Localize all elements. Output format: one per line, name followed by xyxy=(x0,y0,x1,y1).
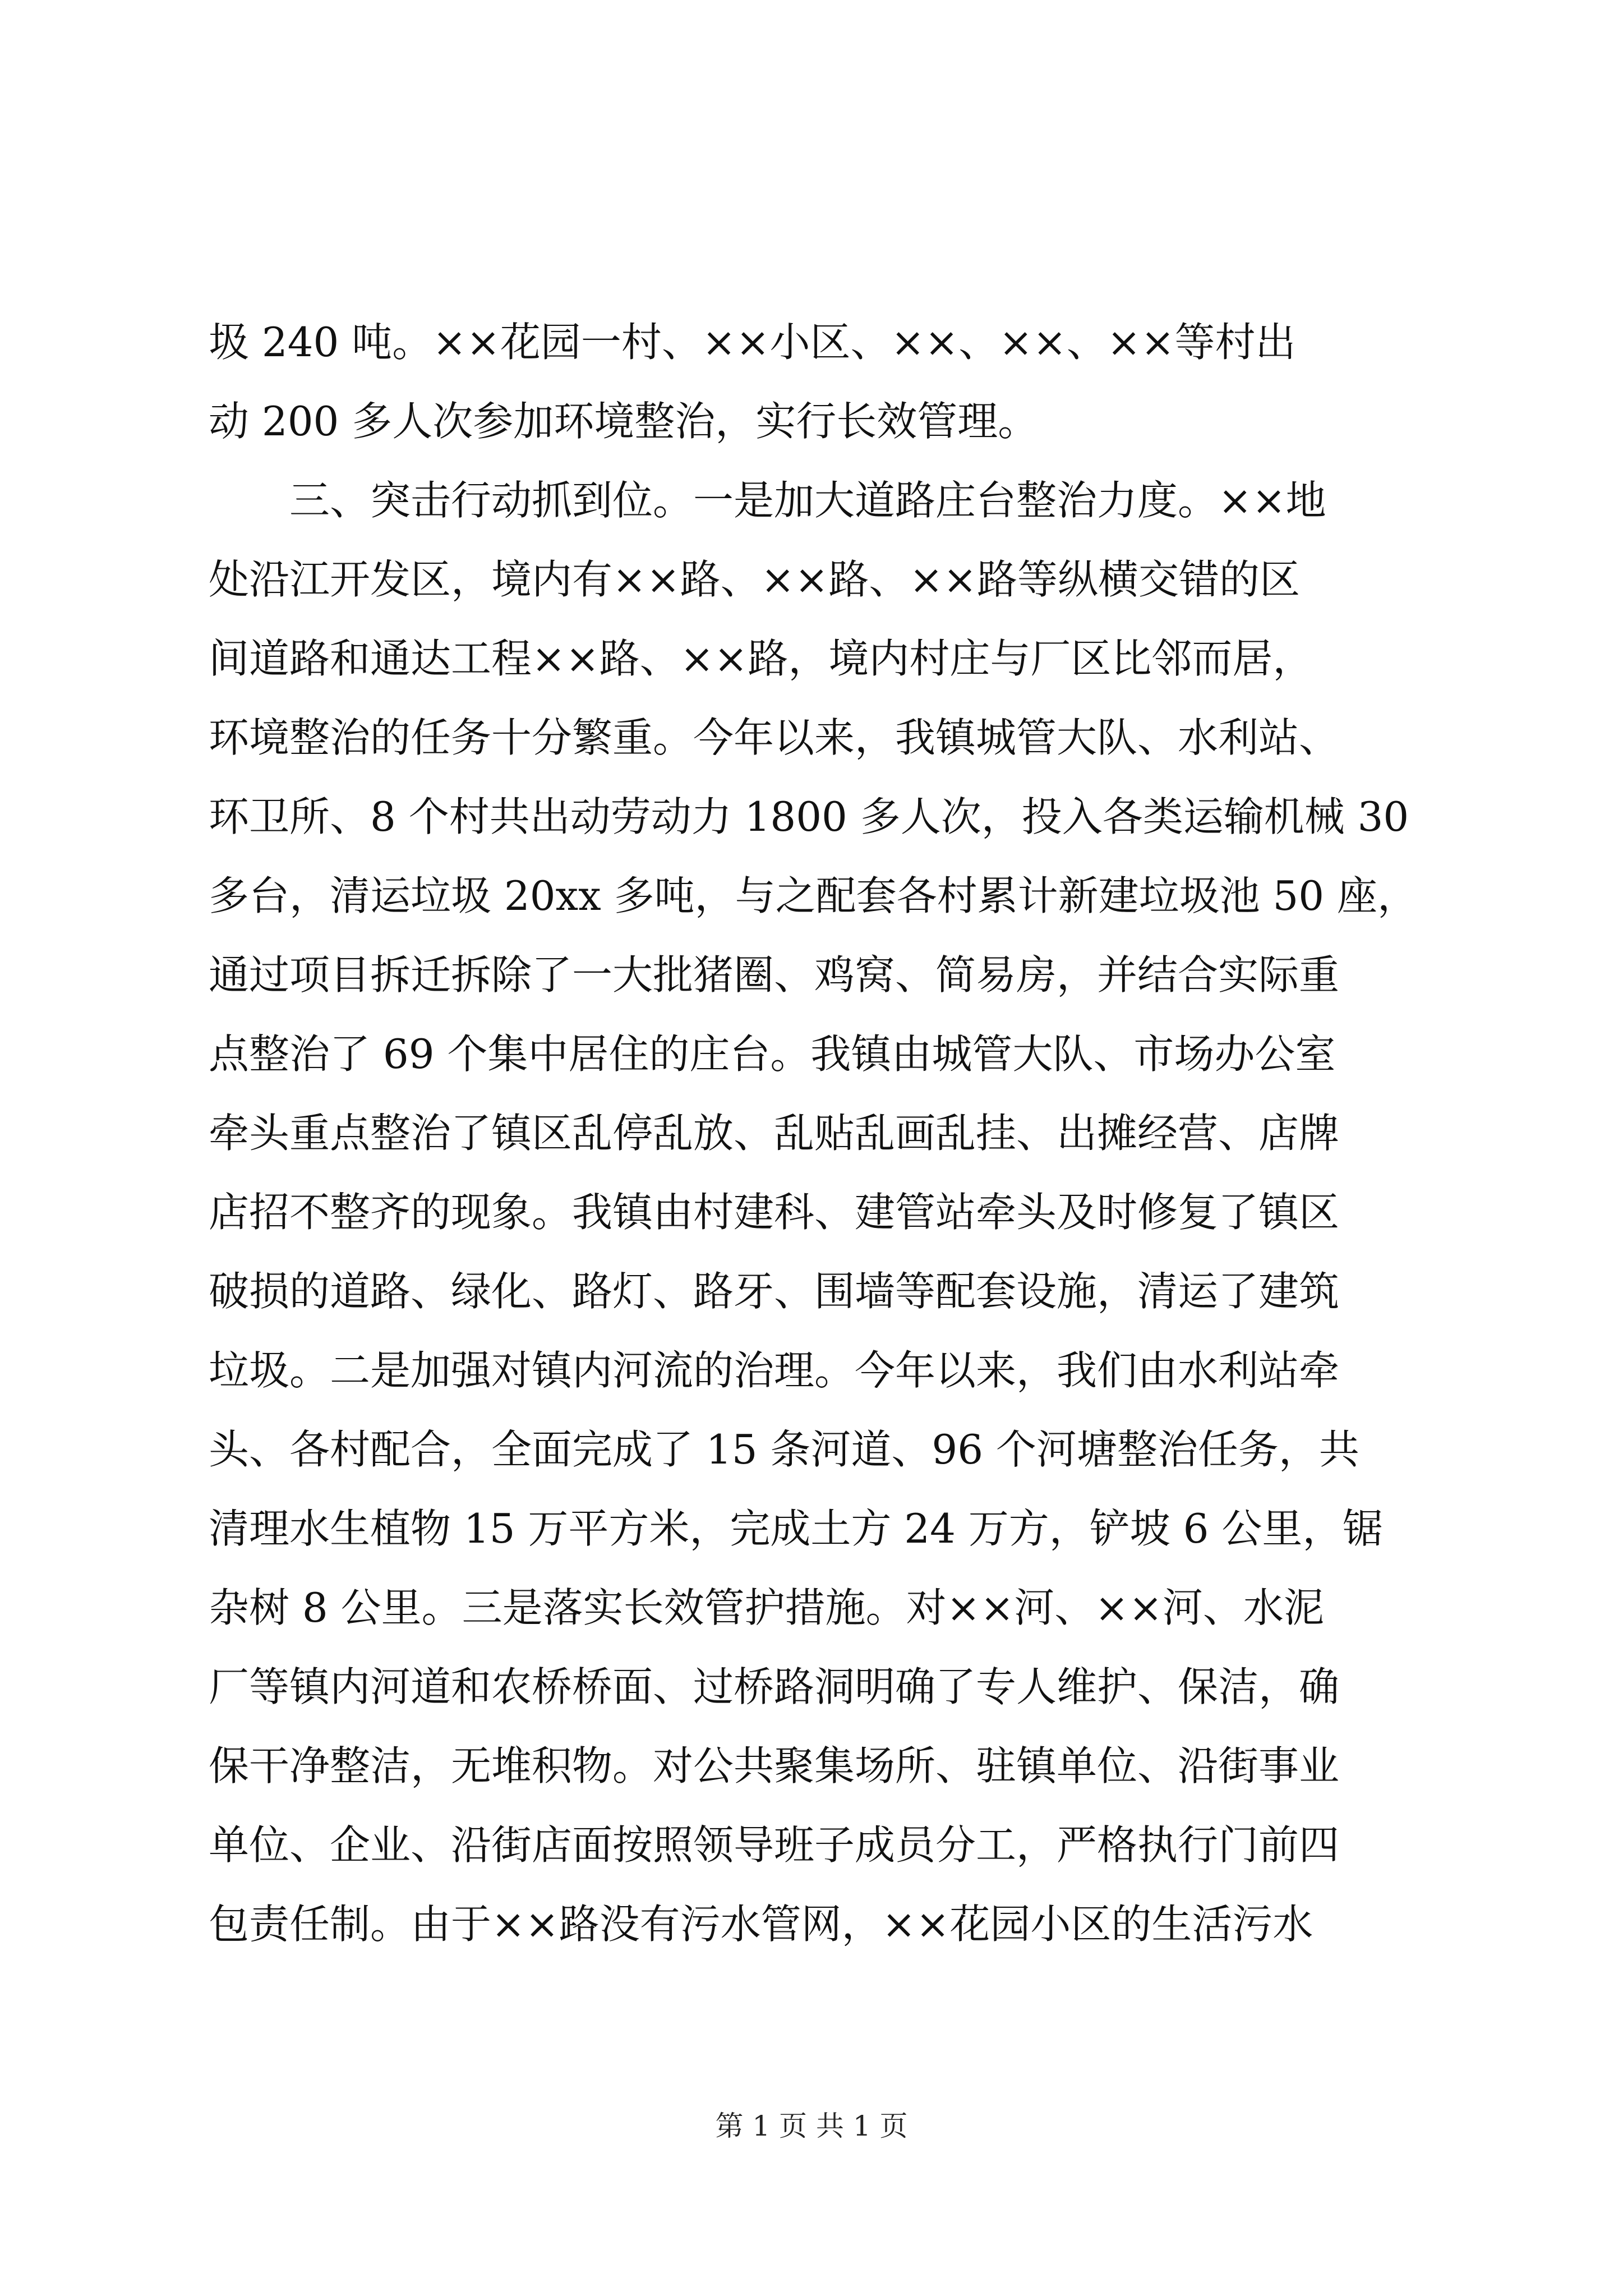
text-line: 破损的道路、绿化、路灯、路牙、围墙等配套设施，清运了建筑 xyxy=(209,1268,1340,1315)
text-line: 通过项目拆迁拆除了一大批猪圈、鸡窝、简易房，并结合实际重 xyxy=(209,951,1340,999)
text-line: 处沿江开发区，境内有××路、××路、××路等纵横交错的区 xyxy=(209,556,1300,603)
text-line: 清理水生植物 15 万平方米，完成土方 24 万方，铲坡 6 公里，锯 xyxy=(209,1505,1384,1552)
text-line: 圾 240 吨。××花园一村、××小区、××、××、××等村出 xyxy=(209,319,1296,366)
text-line: 垃圾。二是加强对镇内河流的治理。今年以来，我们由水利站牵 xyxy=(209,1347,1340,1394)
page-number: 第 1 页 共 1 页 xyxy=(715,2110,908,2142)
page-footer xyxy=(0,2109,1623,2143)
text-line: 杂树 8 公里。三是落实长效管护措施。对××河、××河、水泥 xyxy=(209,1584,1324,1631)
text-line: 保干净整洁，无堆积物。对公共聚集场所、驻镇单位、沿街事业 xyxy=(209,1742,1340,1789)
text-line: 点整治了 69 个集中居住的庄台。我镇由城管大队、市场办公室 xyxy=(209,1030,1336,1078)
text-line: 厂等镇内河道和农桥桥面、过桥路洞明确了专人维护、保洁，确 xyxy=(209,1663,1340,1710)
text-line: 多台，清运垃圾 20xx 多吨，与之配套各村累计新建垃圾池 50 座， xyxy=(209,872,1418,919)
text-line: 单位、企业、沿街店面按照领导班子成员分工，严格执行门前四 xyxy=(209,1821,1340,1869)
text-line: 三、突击行动抓到位。一是加大道路庄台整治力度。××地 xyxy=(209,477,1326,524)
text-line: 动 200 多人次参加环境整治，实行长效管理。 xyxy=(209,398,1039,445)
text-line: 环境整治的任务十分繁重。今年以来，我镇城管大队、水利站、 xyxy=(209,714,1340,761)
text-line: 包责任制。由于××路没有污水管网，××花园小区的生活污水 xyxy=(209,1901,1313,1948)
body-text xyxy=(209,303,1420,1964)
text-line: 环卫所、8 个村共出动劳动力 1800 多人次，投入各类运输机械 30 xyxy=(209,793,1409,840)
text-line: 间道路和通达工程××路、××路，境内村庄与厂区比邻而居， xyxy=(209,635,1313,682)
text-line: 头、各村配合，全面完成了 15 条河道、96 个河塘整治任务，共 xyxy=(209,1426,1359,1473)
text-line: 店招不整齐的现象。我镇由村建科、建管站牵头及时修复了镇区 xyxy=(209,1189,1340,1236)
text-line: 牵头重点整治了镇区乱停乱放、乱贴乱画乱挂、出摊经营、店牌 xyxy=(209,1110,1340,1157)
